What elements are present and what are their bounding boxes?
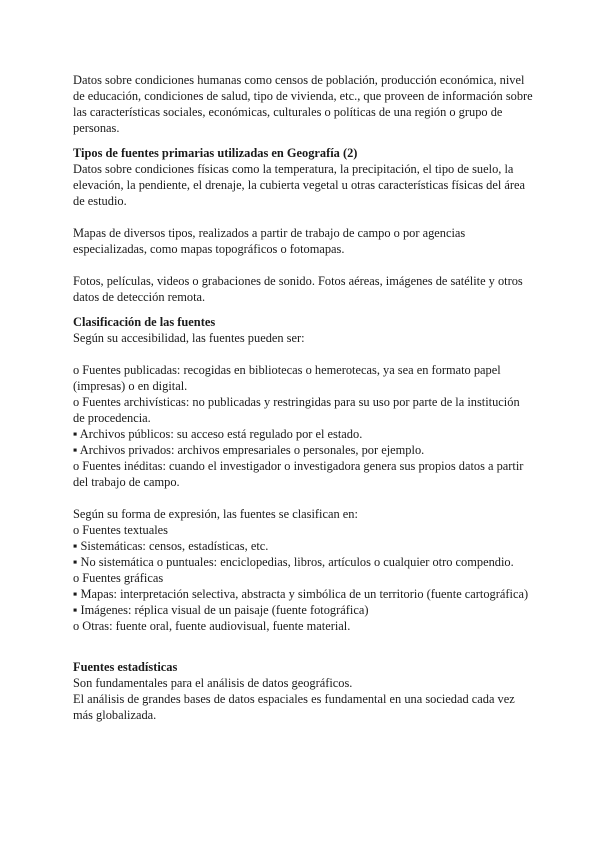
heading-primary-sources: Tipos de fuentes primarias utilizadas en Geografía (2)	[73, 146, 358, 160]
list-item: ▪ Sistemáticas: censos, estadísticas, etc.	[73, 539, 269, 553]
list-item: ▪ Archivos públicos: su acceso está regulado por el estado.	[73, 427, 363, 441]
physical-data-paragraph: Datos sobre condiciones físicas como la temperatura, la precipitación, el tipo de suelo, la elevación, la pendiente, el drenaje, la cubierta vegetal u otras características físicas del área de estudio.	[73, 162, 526, 208]
list-item: o Fuentes gráficas	[73, 571, 164, 585]
expression-intro: Según su forma de expresión, las fuentes se clasifican en:	[73, 507, 358, 521]
list-item: ▪ Archivos privados: archivos empresariales o personales, por ejemplo.	[73, 443, 425, 457]
accessibility-intro: Según su accesibilidad, las fuentes pueden ser:	[73, 331, 305, 345]
list-item: ▪ No sistemática o puntuales: enciclopedias, libros, artículos o cualquier otro compendio.	[73, 555, 514, 569]
photos-paragraph: Fotos, películas, videos o grabaciones de sonido. Fotos aéreas, imágenes de satélite y otros datos de detección remota.	[73, 274, 523, 304]
statistical-paragraph-2: El análisis de grandes bases de datos espaciales es fundamental en una sociedad cada vez más globalizada.	[73, 692, 515, 722]
list-item: o Fuentes inéditas: cuando el investigador o investigadora genera sus propios datos a partir del trabajo de campo.	[73, 459, 524, 489]
heading-classification: Clasificación de las fuentes	[73, 315, 216, 329]
statistical-paragraph-1: Son fundamentales para el análisis de datos geográficos.	[73, 676, 353, 690]
list-item: o Fuentes archivísticas: no publicadas y restringidas para su uso por parte de la institución de procedencia.	[73, 395, 520, 425]
heading-statistical-sources: Fuentes estadísticas	[73, 660, 178, 674]
document-content	[73, 72, 533, 723]
list-item: o Fuentes publicadas: recogidas en bibliotecas o hemerotecas, ya sea en formato papel (impresas) o en digital.	[73, 363, 501, 393]
list-item: o Otras: fuente oral, fuente audiovisual, fuente material.	[73, 619, 351, 633]
list-item: ▪ Mapas: interpretación selectiva, abstracta y simbólica de un territorio (fuente cartográfica)	[73, 587, 529, 601]
list-item: ▪ Imágenes: réplica visual de un paisaje (fuente fotográfica)	[73, 603, 369, 617]
intro-paragraph: Datos sobre condiciones humanas como censos de población, producción económica, nivel de educación, condiciones de salud, tipo de vivienda, etc., que proveen de información sobre las características sociales, económicas, culturales o políticas de una región o grupo de personas.	[73, 73, 533, 135]
list-item: o Fuentes textuales	[73, 523, 168, 537]
maps-paragraph: Mapas de diversos tipos, realizados a partir de trabajo de campo o por agencias especializadas, como mapas topográficos o fotomapas.	[73, 226, 466, 256]
